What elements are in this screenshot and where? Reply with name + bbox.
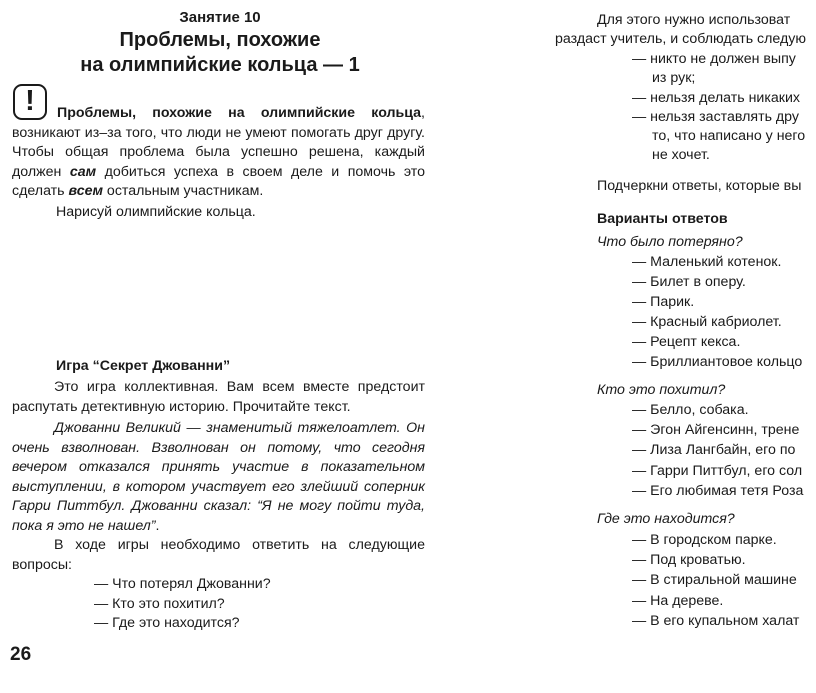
right-line: раздаст учитель, и соблюдать следую [555, 31, 806, 47]
answer-option: — Под кроватью. [632, 552, 746, 568]
answer-option: — Гарри Питтбул, его сол [632, 463, 803, 479]
page-number: 26 [10, 644, 32, 665]
draw-task: Нарисуй олимпийские кольца. [56, 204, 256, 220]
attention-icon: ! [13, 84, 47, 120]
question-heading: Кто это похитил? [597, 382, 726, 398]
lesson-title-line2: на олимпийские кольца — 1 [80, 54, 360, 76]
answer-option: — Эгон Айгенсинн, трене [632, 422, 800, 438]
story-text [12, 419, 425, 536]
answer-option: — Бриллиантовое кольцо [632, 354, 803, 370]
answer-option: — Рецепт кекса. [632, 334, 741, 350]
intro-text-3: остальным участникам. [102, 183, 264, 199]
intro-text-1: , возникают из–за того, что люди не умеют помогать друг другу. Чтобы общая проблема была успешно решена, каждый должен [12, 105, 425, 180]
question-heading: Что было потеряно? [597, 234, 743, 250]
story-end: . [155, 517, 160, 534]
answers-title: Варианты ответов [597, 211, 728, 227]
answer-option: — Белло, собака. [632, 402, 749, 418]
game-title: Игра “Секрет Джованни” [56, 358, 231, 374]
intro-emphasis-1: сам [69, 163, 97, 180]
rule-item-continued: из рук; [652, 70, 696, 86]
intro-paragraph [12, 104, 425, 202]
answer-option: — В стиральной машине [632, 572, 797, 588]
intro-text-2: добиться успеха в своем деле и помочь это сделать [12, 163, 426, 199]
underline-instruction: Подчеркни ответы, которые вы [597, 178, 802, 194]
questions-intro: В ходе игры необходимо ответить на следующие вопросы: [12, 537, 425, 573]
answer-option: — Его любимая тетя Роза [632, 483, 804, 499]
answer-option: — Красный кабриолет. [632, 314, 782, 330]
intro-emphasis-2: всем [68, 183, 103, 199]
questions-list [94, 575, 271, 634]
rule-item: — нельзя заставлять дру [632, 109, 800, 125]
rule-item-continued: то, что написано у него [652, 128, 806, 144]
question-item: — Где это находится? [94, 615, 240, 631]
answer-option: — Маленький котенок. [632, 254, 782, 270]
question-heading: Где это находится? [597, 511, 735, 527]
question-item: — Что потерял Джованни? [94, 576, 271, 592]
question-item: — Кто это похитил? [94, 595, 225, 612]
lesson-title [0, 28, 440, 78]
answer-option: — В его купальном халат [632, 613, 800, 629]
intro-bold-phrase: Проблемы, похожие на олимпийские кольца [57, 105, 422, 121]
rule-item-continued: не хочет. [652, 147, 710, 163]
answer-option: — В городском парке. [632, 532, 777, 548]
rule-item: — нельзя делать никаких [632, 90, 800, 106]
answer-option: — Парик. [632, 294, 695, 310]
answer-option: — Билет в оперу. [632, 274, 746, 290]
right-line: Для этого нужно использоват [597, 12, 791, 28]
game-intro: Это игра коллективная. Вам всем вместе предстоит распутать детективную историю. Прочитайте текст. [12, 379, 425, 415]
story-body: Джованни Великий — знаменитый тяжелоатлет. Он очень взволнован. Взволнован он потому, что сегодня вечером отказался принять участие в показательном выступлении, в котором участвует его злейший соперник Гарри Питтбул. Джованни сказал: “Я не могу пойти туда, пока я это не нашел” [12, 420, 425, 534]
lesson-title-line1: Проблемы, похожие [119, 29, 321, 51]
rule-item: — никто не должен выпу [632, 51, 796, 67]
lesson-number: Занятие 10 [179, 9, 261, 26]
answer-option: — На дереве. [632, 593, 724, 609]
answer-option: — Лиза Лангбайн, его по [632, 442, 796, 458]
